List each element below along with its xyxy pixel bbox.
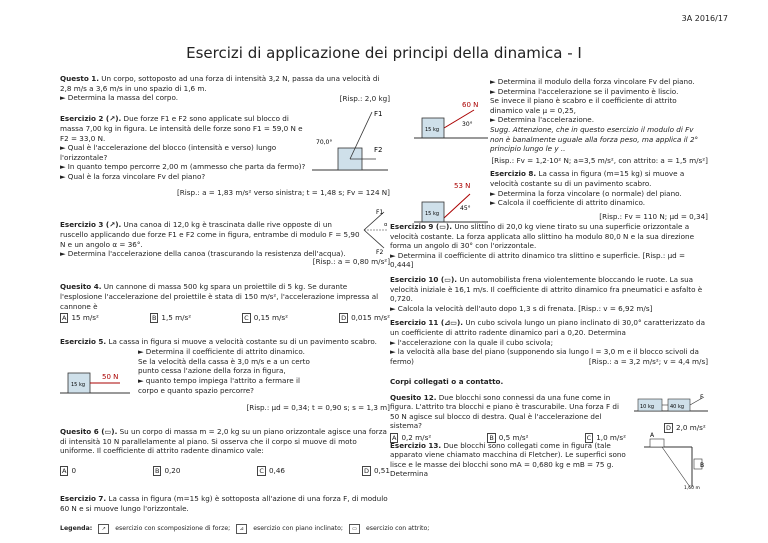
q8-ask-1: ► Determina la forza vincolare (o normale) del piano. — [490, 188, 682, 198]
question-7 — [60, 494, 390, 513]
fig-top-mass: 15 kg — [425, 127, 440, 133]
fig-top-force: 60 N — [462, 101, 479, 109]
q9-response: [Risp.: μd = 0,444] — [390, 250, 686, 270]
q4-option-c[interactable]: C 0,15 m/s² — [244, 313, 289, 323]
q13-figure — [634, 431, 708, 491]
legend-item-incline: esercizio con piano inclinato; — [253, 525, 343, 533]
q5-text: La cassa in figura si muove a velocità costante su di un pavimento scabro. — [108, 337, 377, 347]
q1-ask: ► Determina la massa del corpo. — [60, 93, 179, 103]
q12-text: Due blocchi sono connessi da una fune come in figura. L'attrito tra blocchi e piano è trascurabile. Una forza F di 50 N agisce sul blocco di destra. Qual è l'accelerazione del sistema? — [390, 392, 619, 431]
q6-option-d[interactable]: D 0,51 — [363, 466, 390, 476]
question-11 — [390, 318, 708, 367]
q5-label: Esercizio 5. — [60, 337, 107, 347]
q2-text: Due forze F1 e F2 sono applicate sul blocco di massa 7,00 kg in figura. Le intensità delle forze sono F1 = 59,0 N e F2 = 33,0 N. — [60, 114, 303, 143]
q4-options — [60, 313, 390, 323]
q1-text: Un corpo, sottoposto ad una forza di intensità 3,2 N, passa da una velocità di 2,8 m/s a 3,6 m/s in uno spazio di 1,6 m. — [60, 74, 380, 93]
q12-m2-label: 40 kg — [670, 403, 685, 410]
q5-response: [Risp.: μd = 0,34; t = 0,90 s; s = 1,3 m] — [246, 403, 390, 413]
q12-m1-label: 10 kg — [640, 403, 655, 410]
q2-f2-label: F2 — [374, 146, 383, 155]
q4-label: Quesito 4. — [60, 282, 102, 292]
c7-ask-2: ► Determina l'accelerazione se il pavimento è liscio. — [490, 86, 679, 96]
question-4 — [60, 282, 390, 323]
c7-text-1: Se invece il piano è scabro e il coefficiente di attrito dinamico vale μ = 0,25, — [490, 96, 677, 115]
q11-ask-2: ► la velocità alla base del piano (supponendo sia lungo l = 3,0 m e il blocco scivoli da fermo) — [390, 347, 699, 366]
question-6 — [60, 427, 390, 476]
q9-text: Uno slittino di 20,0 kg viene tirato su una superficie orizzontale a velocità costante. La forza applicata allo slittino ha modulo 80,0 N e la sua direzione forma un angolo di 30° con l'orizzontale. — [390, 222, 695, 251]
q10-ask: ► Calcola la velocità dell'auto dopo 1,3 s di frenata. — [390, 303, 576, 313]
q9-ask: ► Determina il coefficiente di attrito dinamico tra slittino e superficie. — [390, 250, 641, 260]
friction-icon: ▭ — [349, 524, 360, 534]
q5-mass-label: 15 kg — [71, 382, 86, 389]
q3-f2-label: F2 — [376, 249, 384, 255]
q12-option-a[interactable]: A 0,2 m/s² — [392, 433, 432, 443]
q10-text: Un automobilista frena violentemente bloccando le ruote. La sua velocità iniziale è 16,1 m/s. Il coefficiente di attrito dinamico fra pneumatici e asfalto è 0,720. — [390, 274, 703, 304]
q11-ask-1: ► l'accelerazione con la quale il cubo scivola; — [390, 337, 554, 347]
fig-bot-angle: 45° — [460, 205, 471, 212]
q6-option-b[interactable]: B 0,20 — [154, 466, 181, 476]
c7-hint: Sugg. Attenzione, che in questo esercizio il modulo di Fv non è banalmente uguale alla forza peso, ma applica il 2° principio lungo le y .. — [490, 124, 699, 154]
q1-response: [Risp.: 2,0 kg] — [339, 93, 390, 103]
q9-label: Esercizio 9 (▭). — [390, 222, 453, 231]
q6-option-c[interactable]: C 0,46 — [259, 466, 285, 476]
legend-item-friction: esercizio con attrito; — [365, 525, 430, 533]
middle-figures — [414, 98, 488, 230]
q11-response: [Risp.: a = 3,2 m/s²; v = 4,4 m/s] — [588, 357, 708, 367]
q3-ask: ► Determina l'accelerazione della canoa (trascurando la resistenza dell'acqua). — [60, 249, 346, 259]
q3-alpha-label: α — [384, 222, 388, 229]
question-2 — [60, 110, 390, 198]
fig-top-angle: 30° — [462, 121, 473, 128]
q12-f-label: F — [700, 393, 704, 401]
question-5 — [60, 337, 390, 411]
q7-text: La cassa in figura (m=15 kg) è sottoposta all'azione di una forza F, di modulo 60 N e si muove lungo l'orizzontale. — [60, 493, 388, 513]
q4-text: Un cannone di massa 500 kg spara un proiettile di 5 kg. Se durante l'esplosione l'accelerazione del proiettile è stata di 150 m/s², l'accelerazione impressa al cannone è — [60, 282, 379, 311]
q2-f1-label: F1 — [374, 110, 383, 119]
q12-label: Quesito 12. — [390, 392, 437, 402]
q5-ask-1: ► Determina il coefficiente di attrito dinamico. — [138, 347, 305, 357]
q3-text: Una canoa di 12,0 kg è trascinata dalle rive opposte di un ruscello applicando due forze F1 e F2 come in figura, entrambe di modulo F = 5,90 N e un angolo α = 36°. — [60, 220, 360, 249]
c7-ask-1: ► Determina il modulo della forza vincolare Fv del piano. — [490, 77, 695, 86]
question-1 — [60, 74, 390, 103]
q10-label: Esercizio 10 (▭). — [390, 274, 458, 284]
q4-option-d[interactable]: D 0,015 m/s² — [341, 313, 390, 323]
q13-a-label: A — [650, 431, 655, 439]
q11-label: Esercizio 11 (⊿▭). — [390, 318, 464, 328]
q12-option-b[interactable]: B 0,5 m/s² — [489, 433, 529, 443]
question-9 — [390, 222, 708, 270]
q13-height-label: 1,60 m — [684, 485, 700, 491]
q2-label: Esercizio 2 (↗). — [60, 114, 122, 124]
q6-text: Su un corpo di massa m = 2,0 kg su un piano orizzontale agisce una forza di intensità 10 N parallelamente al piano. Si osserva che il corpo si muove di moto uniforme. Il coefficiente di attrito radente dinamico vale: — [60, 427, 387, 456]
q5-force-label: 50 N — [102, 373, 119, 382]
q13-label: Esercizio 13. — [390, 440, 442, 450]
q2-ask-1: ► Qual è l'accelerazione del blocco (intensità e verso) lungo l'orizzontale? — [60, 143, 277, 162]
q5-ask-3: ► quanto tempo impiega l'attrito a fermare il corpo e quanto spazio percorre? — [138, 375, 300, 395]
fig-bot-force: 53 N — [454, 182, 471, 190]
decomposition-icon: ↗ — [98, 524, 109, 534]
q2-angle-label: 70,0° — [316, 139, 333, 147]
q2-response: [Risp.: a = 1,83 m/s² verso sinistra; t = 1,48 s; Fv = 124 N] — [176, 188, 390, 198]
q12-figure — [634, 393, 708, 415]
q12-option-d[interactable]: D 2,0 m/s² — [666, 422, 706, 432]
q2-figure — [310, 102, 390, 180]
right-column — [390, 222, 708, 491]
q13-b-label: B — [700, 461, 705, 469]
c7-text-2: ► Determina l'accelerazione. — [490, 115, 594, 125]
q8-label: Esercizio 8. — [490, 169, 537, 179]
right-top-column — [490, 77, 708, 221]
q1-label: Questo 1. — [60, 74, 99, 83]
q3-figure — [356, 208, 390, 254]
q8-ask-2: ► Calcola il coefficiente di attrito dinamico. — [490, 198, 646, 208]
q4-option-b[interactable]: B 1,5 m/s² — [151, 313, 192, 323]
q8-response: [Risp.: Fv = 110 N; μd = 0,34] — [599, 211, 708, 221]
q2-ask-2: ► In quanto tempo percorre 2,00 m (ammesso che parta da fermo)? — [60, 162, 306, 172]
q12-option-c[interactable]: C 1,0 m/s² — [586, 433, 626, 443]
q8-text: La cassa in figura (m=15 kg) si muove a velocità costante su di un pavimento scabro. — [490, 169, 685, 188]
legend — [60, 524, 429, 534]
q4-option-a[interactable]: A 15 m/s² — [62, 313, 99, 323]
q10-response: [Risp.: v = 6,92 m/s] — [578, 303, 653, 313]
section-heading: Corpi collegati o a contatto. — [390, 376, 504, 386]
q3-f1-label: F1 — [376, 209, 384, 217]
q7-label: Esercizio 7. — [60, 493, 107, 503]
q2-ask-3: ► Qual è la forza vincolare Fv del piano? — [60, 171, 206, 181]
q11-text: Un cubo scivola lungo un piano inclinato di 30,0° caratterizzato da un coefficiente di attrito radente dinamico pari a 0,20. Determina — [390, 318, 706, 337]
q6-label: Quesito 6 (▭). — [60, 427, 118, 437]
q6-option-a[interactable]: A 0 — [62, 466, 77, 476]
q5-figure — [60, 359, 130, 395]
q13-text: Due blocchi sono collegati come in figura (tale apparato viene chiamato macchina di Fletcher). Le superfici sono lisce e le masse dei blocchi sono mA = 0,680 kg e mB = 75 g. Determina — [390, 440, 626, 479]
q3-response: [Risp.: a = 0,80 m/s²] — [312, 257, 390, 267]
class-year: 3A 2016/17 — [681, 14, 728, 23]
left-column — [60, 74, 390, 513]
legend-item-decomposition: esercizio con scomposizione di forze; — [115, 525, 231, 533]
question-10 — [390, 275, 708, 313]
q3-label: Esercizio 3 (↗). — [60, 220, 122, 230]
fig-bot-mass: 15 kg — [425, 211, 440, 217]
q6-options — [60, 466, 390, 476]
question-8 — [490, 169, 708, 221]
incline-icon: ⊿ — [236, 524, 247, 534]
legend-label: Legenda: — [60, 525, 93, 533]
c7-response: [Risp.: Fv = 1,2·10² N; a=3,5 m/s², con attrito: a = 1,5 m/s²] — [491, 155, 708, 165]
page-title: Esercizi di applicazione dei principi della dinamica - I — [186, 44, 582, 62]
question-3 — [60, 209, 390, 276]
q5-ask-2: Se la velocità della cassa è 3,0 m/s e a un certo punto cessa l'azione della forza in figura, — [138, 356, 310, 376]
